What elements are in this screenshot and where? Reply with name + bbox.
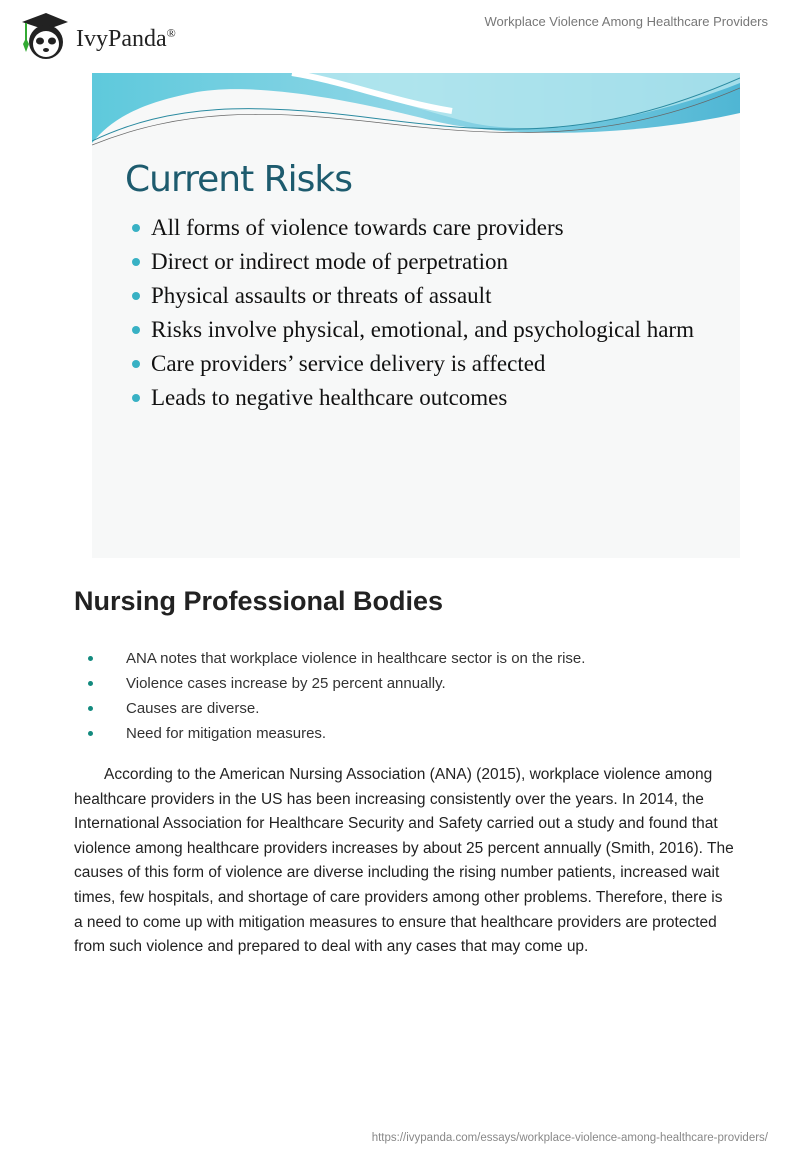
registered-mark: ®: [166, 25, 176, 40]
bullet-icon: [88, 681, 93, 686]
logo-text: IvyPanda: [76, 25, 167, 52]
bullet-icon: [132, 224, 140, 232]
list-item: Violence cases increase by 25 percent annually.: [88, 671, 585, 696]
slide-bullet: Physical assaults or threats of assault: [132, 281, 722, 311]
slide-bullet: Care providers’ service delivery is affected: [132, 349, 722, 379]
body-paragraph: According to the American Nursing Association (ANA) (2015), workplace violence among healthcare providers in the US has been increasing consistently over the years. In 2014, the International Association for Healthcare Security and Safety carried out a study and found that violence among healthcare providers increases by about 25 percent annually (Smith, 2016). The causes of this form of violence are diverse including the rising number patients, increased wait times, few hospitals, and shortage of care providers among other problems. Therefore, there is a need to come up with mitigation measures to ensure that healthcare providers are protected from such violence and prepared to deal with any cases that may come up.: [74, 766, 734, 956]
bullet-icon: [88, 706, 93, 711]
bullet-icon: [132, 394, 140, 402]
ivypanda-logo[interactable]: [18, 10, 176, 62]
section-heading: Nursing Professional Bodies: [74, 586, 444, 616]
section-bullet-list: [88, 646, 585, 746]
panda-graduate-icon: [18, 10, 70, 62]
slide-bullet: All forms of violence towards care providers: [132, 213, 722, 243]
bullet-icon: [88, 656, 93, 661]
document-title: Workplace Violence Among Healthcare Providers: [484, 14, 768, 29]
bullet-icon: [88, 731, 93, 736]
bullet-icon: [132, 326, 140, 334]
list-item: Need for mitigation measures.: [88, 721, 585, 746]
slide-bullet: Leads to negative healthcare outcomes: [132, 383, 722, 413]
source-url[interactable]: https://ivypanda.com/essays/workplace-violence-among-healthcare-providers/: [371, 1132, 768, 1144]
list-item: ANA notes that workplace violence in healthcare sector is on the rise.: [88, 646, 585, 671]
slide-bullet-list: [132, 213, 722, 417]
bullet-icon: [132, 258, 140, 266]
slide-bullet: Risks involve physical, emotional, and psychological harm: [132, 315, 722, 345]
slide-title: Current Risks: [125, 159, 353, 200]
slide-image: [92, 73, 740, 558]
list-item: Causes are diverse.: [88, 696, 585, 721]
slide-bullet: Direct or indirect mode of perpetration: [132, 247, 722, 277]
bullet-icon: [132, 292, 140, 300]
bullet-icon: [132, 360, 140, 368]
